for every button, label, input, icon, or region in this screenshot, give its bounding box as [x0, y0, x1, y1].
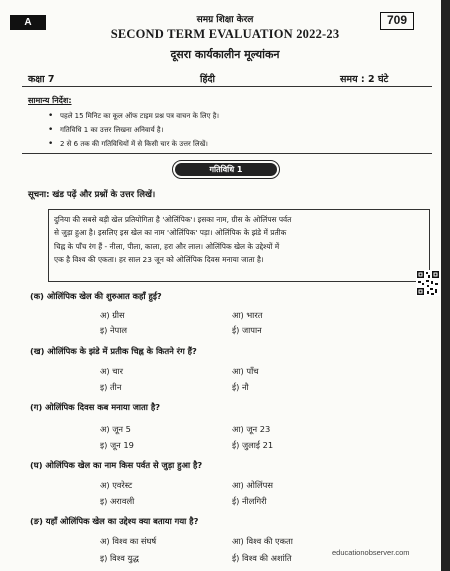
subject-label: हिंदी — [200, 74, 216, 85]
reading-passage — [48, 209, 430, 282]
time-label: समय : 2 घंटे — [340, 74, 389, 85]
activity-notice: सूचना: खंड पढ़ें और प्रश्नों के उत्तर लिखें। — [28, 190, 156, 200]
set-code-badge: A — [10, 15, 46, 30]
option-i: इ) नेपाल — [100, 325, 128, 335]
option-i: इ) विश्व युद्ध — [100, 553, 139, 563]
activity-badge-label: गतिविधि 1 — [175, 163, 277, 176]
header-divider — [22, 86, 432, 87]
instructions-divider — [22, 153, 432, 154]
qr-code-icon — [416, 270, 440, 296]
option-ii: ई) नौ — [232, 382, 249, 392]
activity-badge — [172, 160, 280, 179]
question-kha: (ख) ओलिंपिक के झंडे में प्रतीक चिह्न के कितने रंग हैं? — [30, 346, 197, 356]
option-aa: आ) ओलिंपस — [232, 480, 273, 490]
instruction-item: • 2 से 6 तक की गतिविधियों में से किसी चार के उत्तर लिखें। — [60, 138, 430, 151]
question-paper-number: 709 — [380, 12, 414, 30]
passage-line: एक है विश्व की एकता। हर साल 23 जून को ओलिंपिक दिवस मनाया जाता है। — [54, 254, 264, 264]
class-label: कक्षा 7 — [28, 74, 55, 85]
option-a: अ) विश्व का संघर्ष — [100, 536, 157, 546]
scan-edge — [441, 0, 450, 571]
option-ii: ई) नीलगिरी — [232, 496, 267, 506]
option-a: अ) जून 5 — [100, 424, 131, 434]
option-a: अ) चार — [100, 366, 124, 376]
passage-line: दुनिया की सबसे बड़ी खेल प्रतियोगिता है 'ओलिंपिक'। इसका नाम, ग्रीस के ओलिंपस पर्वत — [54, 215, 292, 224]
passage-line: चिह्न के पाँच रंग हैं - नीला, पीला, काला, हरा और लाल। ओलिंपिक खेल के उद्देश्यों में — [54, 241, 280, 251]
instruction-item: • गतिविधि 1 का उत्तर लिखना अनिवार्य है। — [60, 124, 430, 137]
instructions-title: सामान्य निर्देश: — [28, 96, 72, 105]
option-i: इ) तीन — [100, 382, 122, 392]
option-a: अ) एवरेस्ट — [100, 480, 133, 490]
option-aa: आ) विश्व की एकता — [232, 536, 293, 546]
question-gha: (घ) ओलिंपिक खेल का नाम किस पर्वत से जुड़ा हुआ है? — [30, 460, 203, 470]
exam-title-hindi: दूसरा कार्यकालीन मूल्यांकन — [170, 48, 280, 61]
exam-title-english: SECOND TERM EVALUATION 2022-23 — [110, 27, 340, 41]
question-nga: (ङ) यहाँ ओलिंपिक खेल का उद्देश्य क्या बताया गया है? — [30, 516, 199, 526]
question-ka: (क) ओलिंपिक खेल की शुरुआत कहाँ हुई? — [30, 291, 162, 301]
option-ii: ई) जापान — [232, 325, 262, 335]
option-ii: ई) विश्व की अशांति — [232, 553, 292, 563]
question-ga: (ग) ओलिंपिक दिवस कब मनाया जाता है? — [30, 402, 161, 412]
option-i: इ) जून 19 — [100, 440, 134, 450]
option-ii: ई) जुलाई 21 — [232, 440, 274, 450]
watermark-text: educationobserver.com — [332, 548, 410, 557]
option-a: अ) ग्रीस — [100, 310, 125, 320]
instructions-list — [60, 110, 430, 152]
option-aa: आ) जून 23 — [232, 424, 271, 434]
option-aa: आ) भारत — [232, 310, 263, 320]
option-i: इ) अरावली — [100, 496, 135, 506]
passage-line: से जुड़ा हुआ है। इसलिए इस खेल का नाम 'ओलिंपिक' पड़ा। ओलिंपिक के झंडे में प्रतीक — [54, 228, 287, 238]
organization-name: समग्र शिक्षा केरल — [196, 15, 254, 25]
instruction-item: • पहले 15 मिनिट का कूल ऑफ टाइम प्रश्न पत्र वाचन के लिए है। — [60, 110, 430, 123]
option-aa: आ) पाँच — [232, 366, 259, 376]
